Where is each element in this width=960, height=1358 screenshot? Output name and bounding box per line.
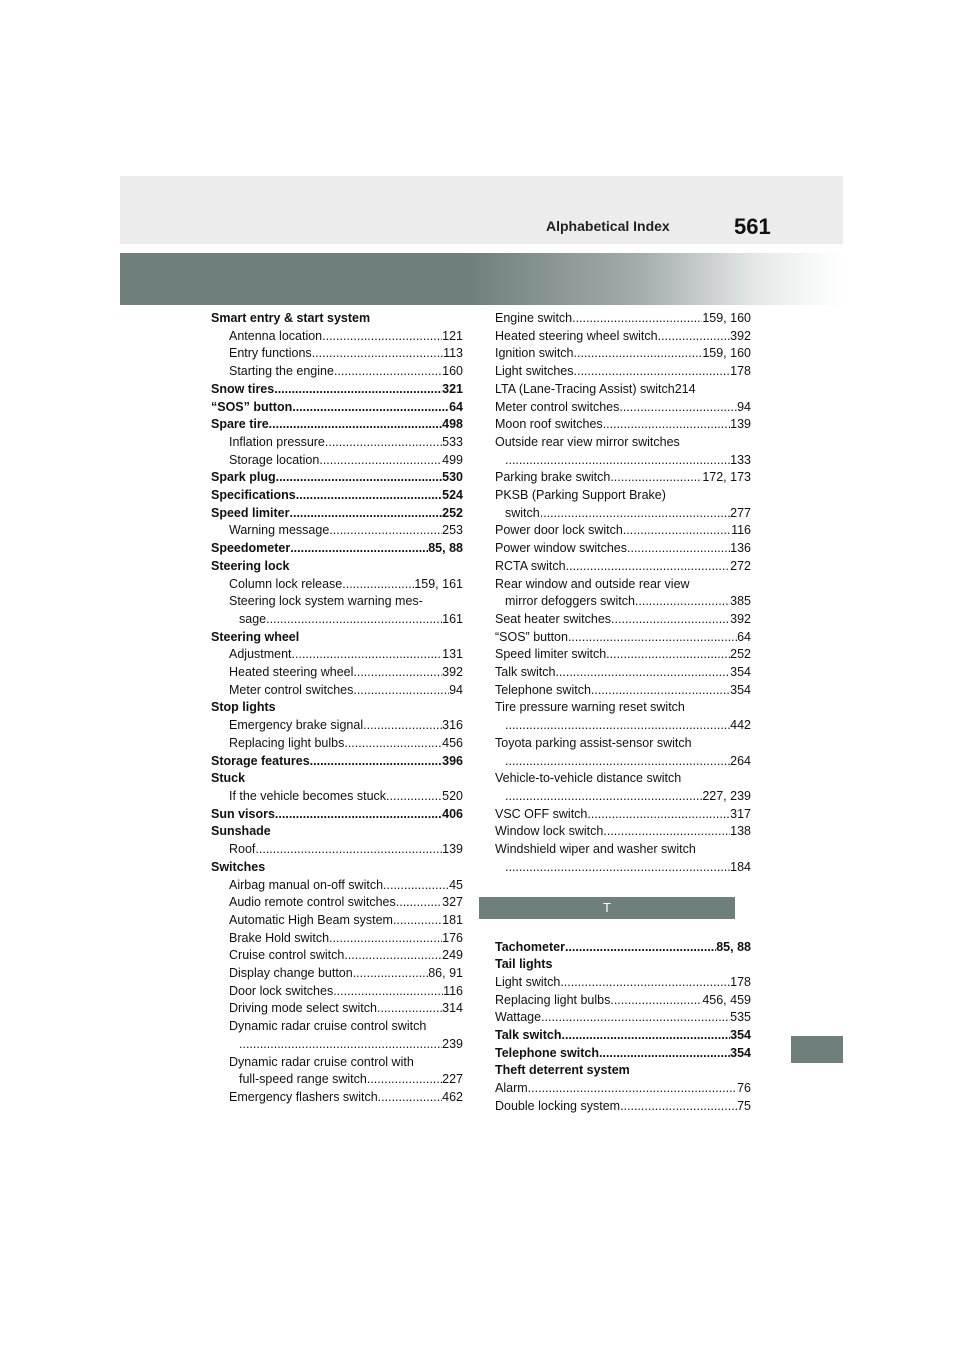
index-subentry bbox=[211, 717, 463, 735]
entry-page: 227, 239 bbox=[702, 788, 751, 803]
dot-leader bbox=[610, 469, 702, 487]
entry-label: Display change button bbox=[229, 966, 353, 981]
entry-label: Driving mode select switch bbox=[229, 1001, 377, 1016]
entry-label: Light switch bbox=[495, 974, 561, 989]
index-subentry bbox=[211, 522, 463, 540]
index-main-entry bbox=[495, 1027, 751, 1045]
index-entry bbox=[495, 1009, 751, 1027]
entry-label: “SOS” button bbox=[495, 629, 568, 644]
dot-leader bbox=[275, 806, 442, 824]
index-entry-text: Toyota parking assist-sensor switch bbox=[495, 735, 692, 750]
dot-leader bbox=[591, 682, 730, 700]
index-subentry-text: Steering lock system warning mes- bbox=[229, 594, 423, 609]
entry-label: Moon roof switches bbox=[495, 417, 603, 432]
index-entry-continuation bbox=[211, 1071, 463, 1089]
entry-page: 85, 88 bbox=[428, 541, 463, 556]
dot-leader bbox=[290, 505, 443, 523]
dot-leader bbox=[603, 823, 730, 841]
dot-leader bbox=[627, 540, 730, 558]
index-entry bbox=[495, 629, 751, 647]
entry-page: 385 bbox=[730, 594, 751, 609]
dot-leader bbox=[505, 753, 730, 771]
index-entry-text: Outside rear view mirror switches bbox=[495, 434, 680, 449]
dot-leader bbox=[574, 345, 703, 363]
entry-label: Speed limiter switch bbox=[495, 647, 607, 662]
entry-label: Talk switch bbox=[495, 665, 556, 680]
entry-page: 530 bbox=[442, 470, 463, 485]
index-heading: Steering lock bbox=[211, 558, 290, 573]
index-entry bbox=[495, 522, 751, 540]
dot-leader bbox=[540, 505, 730, 523]
entry-page: 462 bbox=[442, 1089, 463, 1104]
dot-leader bbox=[353, 664, 442, 682]
entry-label: Snow tires bbox=[211, 381, 275, 396]
dot-leader bbox=[568, 629, 737, 647]
index-entry-continuation bbox=[495, 452, 751, 470]
dot-leader bbox=[505, 452, 730, 470]
dot-leader bbox=[572, 310, 702, 328]
entry-page: 392 bbox=[442, 665, 463, 680]
entry-page: 264 bbox=[730, 753, 751, 768]
chapter-side-tab bbox=[791, 1036, 843, 1063]
dot-leader bbox=[565, 939, 716, 957]
dot-leader bbox=[290, 540, 428, 558]
index-main-entry bbox=[211, 487, 463, 505]
page-number: 561 bbox=[734, 214, 771, 239]
dot-leader bbox=[505, 717, 730, 735]
entry-label: Telephone switch bbox=[495, 1045, 599, 1060]
dot-leader bbox=[329, 522, 442, 540]
index-entry bbox=[495, 646, 751, 664]
entry-label: full-speed range switch bbox=[239, 1072, 367, 1087]
index-main-entry bbox=[211, 381, 463, 399]
section-title: Alphabetical Index bbox=[546, 218, 670, 234]
index-subentry bbox=[211, 965, 463, 983]
index-subentry bbox=[211, 877, 463, 895]
entry-page: 138 bbox=[730, 824, 751, 839]
dot-leader bbox=[635, 593, 730, 611]
index-subentry bbox=[211, 1000, 463, 1018]
dot-leader bbox=[325, 434, 442, 452]
index-column-right-top bbox=[495, 310, 751, 877]
index-entry-text: Rear window and outside rear view bbox=[495, 576, 690, 591]
entry-label: mirror defoggers switch bbox=[505, 594, 635, 609]
dot-leader bbox=[383, 877, 449, 895]
dot-leader bbox=[606, 646, 730, 664]
dot-leader bbox=[266, 611, 442, 629]
entry-page: 392 bbox=[730, 328, 751, 343]
index-subentry bbox=[211, 947, 463, 965]
dot-leader bbox=[239, 1036, 442, 1054]
dot-leader bbox=[574, 363, 731, 381]
dot-leader bbox=[363, 717, 442, 735]
entry-page: 277 bbox=[730, 505, 751, 520]
entry-page: 227 bbox=[442, 1072, 463, 1087]
entry-label: Storage features bbox=[211, 753, 310, 768]
index-subentry bbox=[211, 735, 463, 753]
dot-leader bbox=[367, 1071, 442, 1089]
index-entry bbox=[495, 823, 751, 841]
index-subentry bbox=[211, 363, 463, 381]
index-entry bbox=[495, 469, 751, 487]
entry-page: 176 bbox=[442, 930, 463, 945]
index-subentry bbox=[211, 788, 463, 806]
index-main-entry bbox=[211, 416, 463, 434]
entry-page: 94 bbox=[449, 682, 463, 697]
entry-page: 499 bbox=[442, 452, 463, 467]
entry-page: 64 bbox=[449, 399, 463, 414]
dot-leader bbox=[560, 974, 730, 992]
entry-page: 354 bbox=[730, 665, 751, 680]
index-entry-text: Vehicle-to-vehicle distance switch bbox=[495, 771, 682, 786]
dot-leader bbox=[393, 912, 442, 930]
dot-leader bbox=[386, 788, 442, 806]
entry-label: Tachometer bbox=[495, 939, 565, 954]
index-entry-continuation bbox=[495, 788, 751, 806]
index-main-entry bbox=[211, 505, 463, 523]
dot-leader bbox=[396, 894, 442, 912]
entry-page: 327 bbox=[442, 895, 463, 910]
entry-page: 131 bbox=[442, 647, 463, 662]
entry-page: 253 bbox=[442, 523, 463, 538]
entry-page: 94 bbox=[737, 399, 751, 414]
entry-label: Door lock switches bbox=[229, 983, 334, 998]
index-column-right bbox=[495, 310, 751, 1116]
index-main-entry bbox=[495, 939, 751, 957]
index-entry bbox=[495, 310, 751, 328]
entry-page: 252 bbox=[730, 647, 751, 662]
dot-leader bbox=[310, 753, 442, 771]
dot-leader bbox=[658, 328, 731, 346]
entry-label: sage bbox=[239, 611, 267, 626]
entry-page: 396 bbox=[442, 753, 463, 768]
entry-label: Meter control switches bbox=[495, 399, 620, 414]
index-entry bbox=[495, 328, 751, 346]
entry-label: Replacing light bulbs bbox=[229, 735, 345, 750]
index-heading: Smart entry & start system bbox=[211, 311, 371, 325]
dot-leader bbox=[333, 983, 443, 1001]
dot-leader bbox=[292, 646, 443, 664]
index-subentry bbox=[211, 1089, 463, 1107]
dot-leader bbox=[296, 487, 442, 505]
entry-page: 139 bbox=[442, 842, 463, 857]
index-subentry bbox=[211, 434, 463, 452]
index-entry-continuation bbox=[495, 505, 751, 523]
dot-leader bbox=[334, 363, 442, 381]
index-main-entry bbox=[211, 540, 463, 558]
index-subentry bbox=[211, 646, 463, 664]
index-subentry-text: Dynamic radar cruise control switch bbox=[229, 1019, 427, 1034]
entry-label: Engine switch bbox=[495, 311, 573, 325]
entry-page: 456 bbox=[442, 735, 463, 750]
entry-page: 133 bbox=[730, 452, 751, 467]
entry-label: Replacing light bulbs bbox=[495, 992, 611, 1007]
entry-label: Speedometer bbox=[211, 541, 291, 556]
dot-leader bbox=[599, 1045, 730, 1063]
dot-leader bbox=[611, 611, 730, 629]
entry-page: 121 bbox=[442, 328, 463, 343]
dot-leader bbox=[274, 381, 442, 399]
entry-label: Light switches bbox=[495, 364, 574, 379]
entry-label: Cruise control switch bbox=[229, 948, 345, 963]
entry-label: Heated steering wheel switch bbox=[495, 328, 658, 343]
dot-leader bbox=[505, 788, 702, 806]
entry-page: 321 bbox=[442, 381, 463, 396]
index-main-entry bbox=[211, 806, 463, 824]
index-heading: Steering wheel bbox=[211, 629, 300, 644]
entry-label: Adjustment bbox=[229, 647, 292, 662]
dot-leader bbox=[620, 1098, 737, 1116]
entry-page: 64 bbox=[737, 629, 751, 644]
dot-leader bbox=[610, 992, 702, 1010]
index-heading: Stop lights bbox=[211, 700, 276, 715]
entry-page: 113 bbox=[443, 346, 463, 361]
index-entry-text: PKSB (Parking Support Brake) bbox=[495, 488, 666, 503]
entry-page: 392 bbox=[730, 611, 751, 626]
index-entry bbox=[495, 1080, 751, 1098]
entry-page: 76 bbox=[737, 1081, 751, 1096]
entry-page: 354 bbox=[730, 1028, 751, 1043]
index-entry bbox=[495, 540, 751, 558]
entry-label: Emergency brake signal bbox=[229, 718, 364, 733]
dot-leader bbox=[561, 1027, 730, 1045]
entry-label: Warning message bbox=[229, 523, 330, 538]
entry-label: Parking brake switch bbox=[495, 470, 611, 485]
entry-label: Inflation pressure bbox=[229, 434, 325, 449]
index-entry-continuation bbox=[211, 1036, 463, 1054]
entry-page: 442 bbox=[730, 718, 751, 733]
index-entry bbox=[495, 682, 751, 700]
entry-page: 181 bbox=[442, 912, 463, 927]
entry-label: If the vehicle becomes stuck bbox=[229, 788, 387, 803]
dot-leader bbox=[353, 682, 449, 700]
entry-page: 456, 459 bbox=[702, 992, 751, 1007]
entry-label: Seat heater switches bbox=[495, 611, 612, 626]
dot-leader bbox=[378, 1089, 442, 1107]
dot-leader bbox=[619, 399, 737, 417]
entry-page: 116 bbox=[731, 523, 751, 538]
index-entry-text: Tire pressure warning reset switch bbox=[495, 700, 685, 715]
index-subentry bbox=[211, 328, 463, 346]
entry-label: Alarm bbox=[495, 1081, 528, 1096]
dot-leader bbox=[269, 416, 442, 434]
entry-label: Wattage bbox=[495, 1010, 542, 1025]
entry-label: Telephone switch bbox=[495, 682, 591, 697]
index-subentry bbox=[211, 682, 463, 700]
dot-leader bbox=[329, 930, 442, 948]
entry-page: 317 bbox=[730, 806, 751, 821]
index-subentry bbox=[211, 983, 463, 1001]
entry-label: Spark plug bbox=[211, 470, 276, 485]
entry-label: Power window switches bbox=[495, 541, 627, 556]
dot-leader bbox=[528, 1080, 737, 1098]
entry-page: 172, 173 bbox=[702, 470, 751, 485]
entry-page: 316 bbox=[442, 718, 463, 733]
entry-label: Talk switch bbox=[495, 1028, 562, 1043]
entry-page: 86, 91 bbox=[428, 966, 463, 981]
index-subentry bbox=[211, 576, 463, 594]
dot-leader bbox=[292, 399, 449, 417]
index-entry bbox=[495, 664, 751, 682]
entry-page: 178 bbox=[730, 364, 751, 379]
entry-label: Antenna location bbox=[229, 328, 323, 343]
entry-label: Audio remote control switches bbox=[229, 895, 396, 910]
index-subentry bbox=[211, 664, 463, 682]
dot-leader bbox=[342, 576, 414, 594]
entry-page: 354 bbox=[730, 682, 751, 697]
dot-leader bbox=[587, 806, 730, 824]
index-entry bbox=[495, 416, 751, 434]
entry-page: 85, 88 bbox=[716, 939, 751, 954]
dot-leader bbox=[505, 859, 730, 877]
entry-label: Spare tire bbox=[211, 417, 269, 432]
index-subentry bbox=[211, 345, 463, 363]
entry-label: Column lock release bbox=[229, 576, 343, 591]
index-entry-continuation bbox=[495, 593, 751, 611]
entry-page: 354 bbox=[730, 1045, 751, 1060]
index-subentry bbox=[211, 452, 463, 470]
entry-page: 533 bbox=[442, 434, 463, 449]
entry-label: Heated steering wheel bbox=[229, 665, 354, 680]
entry-page: 45 bbox=[449, 877, 463, 892]
dot-leader bbox=[255, 841, 442, 859]
entry-label: Sun visors bbox=[211, 806, 275, 821]
header-gradient-bar bbox=[120, 253, 843, 305]
entry-label: VSC OFF switch bbox=[495, 806, 588, 821]
entry-label: Window lock switch bbox=[495, 824, 604, 839]
index-subentry bbox=[211, 930, 463, 948]
dot-leader bbox=[344, 735, 442, 753]
index-entry-continuation bbox=[211, 611, 463, 629]
entry-page: 524 bbox=[442, 488, 463, 503]
entry-label: Automatic High Beam system bbox=[229, 912, 393, 927]
entry-label: Entry functions bbox=[229, 346, 312, 361]
index-heading: Stuck bbox=[211, 771, 246, 786]
entry-page: 75 bbox=[737, 1098, 751, 1113]
entry-page: 249 bbox=[442, 948, 463, 963]
index-heading: Sunshade bbox=[211, 824, 271, 839]
entry-page: 314 bbox=[442, 1001, 463, 1016]
index-entry bbox=[495, 974, 751, 992]
entry-label: Brake Hold switch bbox=[229, 930, 330, 945]
entry-label: Storage location bbox=[229, 452, 320, 467]
entry-label: Speed limiter bbox=[211, 505, 290, 520]
dot-leader bbox=[623, 522, 731, 540]
index-main-entry bbox=[211, 469, 463, 487]
dot-leader bbox=[344, 947, 442, 965]
index-entry bbox=[495, 611, 751, 629]
index-column-right-bottom bbox=[495, 939, 751, 1116]
dot-leader bbox=[312, 345, 443, 363]
index-main-entry bbox=[211, 399, 463, 417]
index-main-entry bbox=[495, 1045, 751, 1063]
index-heading: Theft deterrent system bbox=[495, 1063, 630, 1078]
entry-page: 239 bbox=[442, 1036, 463, 1051]
index-entry bbox=[495, 345, 751, 363]
entry-label: RCTA switch bbox=[495, 558, 566, 573]
index-entry-continuation bbox=[495, 717, 751, 735]
dot-leader bbox=[566, 558, 731, 576]
dot-leader bbox=[322, 328, 442, 346]
index-entry bbox=[495, 399, 751, 417]
entry-label: switch bbox=[505, 505, 540, 520]
dot-leader bbox=[276, 469, 443, 487]
entry-page: 406 bbox=[442, 806, 463, 821]
dot-leader bbox=[603, 416, 730, 434]
entry-page: 520 bbox=[442, 788, 463, 803]
entry-page: 159, 161 bbox=[414, 576, 463, 591]
index-entry bbox=[495, 558, 751, 576]
entry-page: 159, 160 bbox=[702, 346, 751, 361]
entry-label: Specifications bbox=[211, 488, 296, 503]
entry-label: Double locking system bbox=[495, 1098, 621, 1113]
index-entry-continuation bbox=[495, 859, 751, 877]
index-column-left bbox=[211, 310, 463, 1107]
index-heading: Switches bbox=[211, 859, 266, 874]
entry-label: “SOS” button bbox=[211, 399, 293, 414]
entry-page: 136 bbox=[730, 541, 751, 556]
index-entry bbox=[495, 363, 751, 381]
entry-page: 160 bbox=[442, 364, 463, 379]
dot-leader bbox=[541, 1009, 730, 1027]
index-entry-text: LTA (Lane-Tracing Assist) switch214 bbox=[495, 381, 696, 396]
index-entry bbox=[495, 992, 751, 1010]
entry-page: 252 bbox=[442, 505, 463, 520]
entry-page: 139 bbox=[730, 417, 751, 432]
entry-label: Roof bbox=[229, 842, 256, 857]
entry-label: Starting the engine bbox=[229, 364, 334, 379]
entry-page: 498 bbox=[442, 417, 463, 432]
entry-label: Ignition switch bbox=[495, 346, 574, 361]
entry-label: Emergency flashers switch bbox=[229, 1089, 378, 1104]
entry-label: Meter control switches bbox=[229, 682, 354, 697]
entry-page: 116 bbox=[443, 983, 463, 998]
index-main-entry bbox=[211, 753, 463, 771]
entry-label: Power door lock switch bbox=[495, 523, 623, 538]
entry-page: 272 bbox=[730, 558, 751, 573]
index-heading: Tail lights bbox=[495, 957, 553, 972]
entry-page: 159, 160 bbox=[702, 311, 751, 325]
index-subentry bbox=[211, 841, 463, 859]
index-subentry bbox=[211, 894, 463, 912]
dot-leader bbox=[353, 965, 429, 983]
index-entry-text: Windshield wiper and washer switch bbox=[495, 842, 696, 857]
entry-page: 161 bbox=[442, 611, 463, 626]
index-entry bbox=[495, 1098, 751, 1116]
index-subentry bbox=[211, 912, 463, 930]
entry-page: 184 bbox=[730, 859, 751, 874]
entry-label: Airbag manual on-off switch bbox=[229, 877, 384, 892]
letter-section-header: T bbox=[479, 897, 735, 919]
dot-leader bbox=[555, 664, 730, 682]
index-entry-continuation bbox=[495, 753, 751, 771]
index-subentry-text: Dynamic radar cruise control with bbox=[229, 1054, 414, 1069]
dot-leader bbox=[319, 452, 442, 470]
dot-leader bbox=[377, 1000, 442, 1018]
entry-page: 535 bbox=[730, 1010, 751, 1025]
index-entry bbox=[495, 806, 751, 824]
entry-page: 178 bbox=[730, 974, 751, 989]
